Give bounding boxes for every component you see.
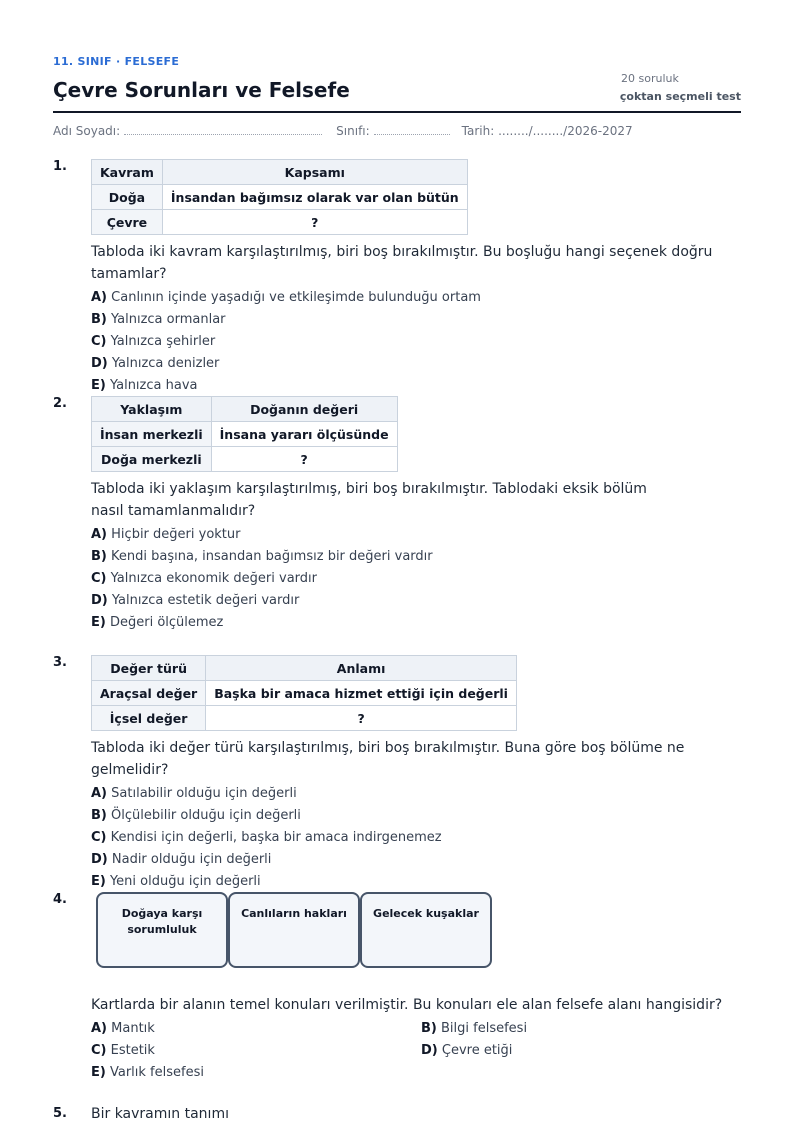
table-cell: Doğa merkezli — [92, 447, 212, 472]
question-stem: Bir kavramın tanımı — [91, 1106, 229, 1122]
student-info-row — [53, 124, 741, 138]
option-list — [91, 524, 741, 634]
test-type: çoktan seçmeli test — [619, 90, 741, 103]
class-field — [336, 124, 450, 138]
table-cell: ? — [162, 210, 467, 235]
question-number: 5. — [53, 1106, 67, 1121]
table-header: Doğanın değeri — [211, 397, 397, 422]
comparison-table — [91, 396, 398, 472]
table-header: Değer türü — [92, 656, 206, 681]
option-a[interactable]: A) Canlının içinde yaşadığı ve etkileşimde bulunduğu ortam — [91, 290, 481, 305]
question-stem: Tabloda iki kavram karşılaştırılmış, biri boş bırakılmıştır. Bu boşluğu hangi seçenek doğru tamamlar? — [91, 244, 713, 282]
option-list — [91, 287, 741, 397]
table-cell: Araçsal değer — [92, 681, 206, 706]
header-divider — [53, 111, 741, 113]
table-header: Kavram — [92, 160, 163, 185]
page-title: Çevre Sorunları ve Felsefe — [53, 78, 350, 102]
class-blank — [374, 124, 450, 135]
date-field: Tarih: ......../......../2026-2027 — [461, 124, 633, 138]
question-stem: Tabloda iki değer türü karşılaştırılmış, biri boş bırakılmıştır. Buna göre boş bölüme ne gelmelidir? — [91, 740, 685, 778]
question-number: 3. — [53, 655, 67, 670]
question-body — [91, 159, 741, 397]
question-stem: Tabloda iki yaklaşım karşılaştırılmış, biri boş bırakılmıştır. Tablodaki eksik bölüm nasıl tamamlanmalıdır? — [91, 481, 647, 519]
option-d[interactable]: D) Çevre etiği — [421, 1043, 513, 1058]
question-number: 2. — [53, 396, 67, 411]
option-e[interactable]: E) Varlık felsefesi — [91, 1065, 204, 1080]
table-cell: Çevre — [92, 210, 163, 235]
option-a[interactable]: A) Mantık — [91, 1021, 155, 1036]
name-label: Adı Soyadı: — [53, 124, 121, 138]
option-d[interactable]: D) Nadir olduğu için değerli — [91, 852, 272, 867]
question-body — [91, 1106, 741, 1125]
option-b[interactable]: B) Bilgi felsefesi — [421, 1021, 528, 1036]
topic-cards — [96, 892, 506, 972]
table-cell: ? — [211, 447, 397, 472]
option-e[interactable]: E) Yalnızca hava — [91, 378, 198, 393]
option-d[interactable]: D) Yalnızca denizler — [91, 356, 220, 371]
option-a[interactable]: A) Satılabilir olduğu için değerli — [91, 786, 297, 801]
table-cell: Başka bir amaca hizmet ettiği için değerli — [206, 681, 517, 706]
option-e[interactable]: E) Değeri ölçülemez — [91, 615, 224, 630]
option-b[interactable]: B) Ölçülebilir olduğu için değerli — [91, 808, 301, 823]
question-body — [91, 396, 741, 634]
option-b[interactable]: B) Kendi başına, insandan bağımsız bir değeri vardır — [91, 549, 433, 564]
name-field — [53, 124, 322, 138]
comparison-table — [91, 159, 468, 235]
table-cell: İçsel değer — [92, 706, 206, 731]
table-cell: Doğa — [92, 185, 163, 210]
table-cell: İnsandan bağımsız olarak var olan bütün — [162, 185, 467, 210]
table-header: Anlamı — [206, 656, 517, 681]
option-c[interactable]: C) Kendisi için değerli, başka bir amaca indirgenemez — [91, 830, 442, 845]
option-a[interactable]: A) Hiçbir değeri yoktur — [91, 527, 241, 542]
option-b[interactable]: B) Yalnızca ormanlar — [91, 312, 226, 327]
question-number: 1. — [53, 159, 67, 174]
option-list — [91, 783, 741, 893]
table-cell: İnsana yararı ölçüsünde — [211, 422, 397, 447]
class-label: Sınıfı: — [336, 124, 370, 138]
table-cell: İnsan merkezli — [92, 422, 212, 447]
subject-kicker: 11. SINIF · FELSEFE — [53, 55, 180, 68]
option-c[interactable]: C) Yalnızca ekonomik değeri vardır — [91, 571, 317, 586]
topic-card: Doğaya karşı sorumluluk — [96, 892, 228, 968]
table-header: Kapsamı — [162, 160, 467, 185]
option-e[interactable]: E) Yeni olduğu için değerli — [91, 874, 261, 889]
question-body — [91, 892, 746, 1084]
question-stem: Kartlarda bir alanın temel konuları verilmiştir. Bu konuları ele alan felsefe alanı hangisidir? — [91, 997, 723, 1013]
option-d[interactable]: D) Yalnızca estetik değeri vardır — [91, 593, 300, 608]
comparison-table — [91, 655, 517, 731]
topic-card: Canlıların hakları — [228, 892, 360, 968]
option-c[interactable]: C) Yalnızca şehirler — [91, 334, 216, 349]
question-body — [91, 655, 741, 893]
question-number: 4. — [53, 892, 67, 907]
topic-card: Gelecek kuşaklar — [360, 892, 492, 968]
question-count: 20 soruluk — [621, 72, 679, 85]
option-c[interactable]: C) Estetik — [91, 1043, 155, 1058]
name-blank — [124, 124, 322, 135]
table-cell: ? — [206, 706, 517, 731]
option-list — [91, 1018, 746, 1084]
table-header: Yaklaşım — [92, 397, 212, 422]
